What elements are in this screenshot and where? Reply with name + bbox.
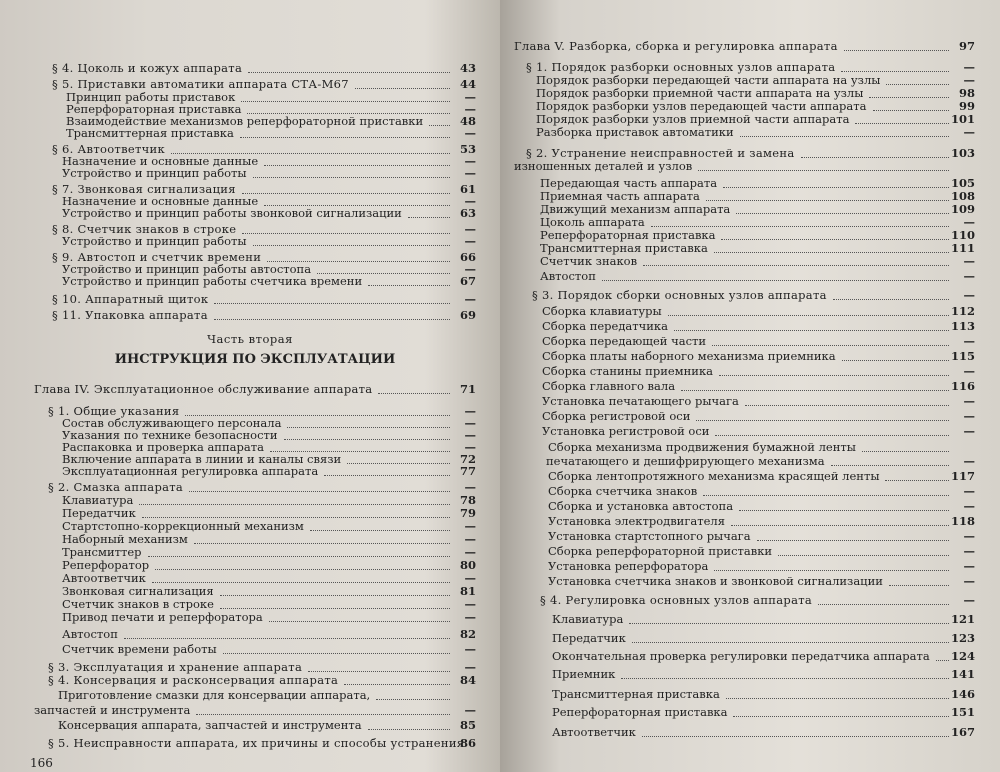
dot-leader — [731, 517, 949, 526]
toc-page-number: — — [963, 424, 975, 438]
toc-entry-text: Назначение и основные данные — [62, 194, 259, 208]
toc-entry-text: Автоответчик — [552, 725, 636, 739]
toc-page-number: 111 — [950, 241, 975, 255]
dot-leader — [253, 169, 450, 178]
toc-page-number: — — [963, 499, 975, 513]
dot-leader — [270, 443, 450, 452]
toc-entry-text: Сборка станины приемника — [542, 364, 713, 378]
toc-page-number: — — [963, 364, 975, 378]
toc-entry-text: изношенных деталей и узлов — [514, 159, 693, 173]
toc-entry-text: Сборка механизма продвижения бумажной ленты — [548, 440, 856, 454]
toc-entry-text: печатающего и дешифрирующего механизма — [546, 454, 825, 468]
toc-entry-text: § 4. Цоколь и кожух аппарата — [52, 61, 243, 75]
toc-page-number: — — [464, 597, 476, 611]
dot-leader — [124, 630, 450, 639]
toc-page-number: 146 — [950, 687, 975, 701]
toc-page-number: 80 — [459, 558, 476, 572]
toc-entry-text: § 2. Смазка аппарата — [48, 480, 184, 494]
toc-entry-text: § 7. Звонковая сигнализация — [52, 182, 236, 196]
dot-leader — [284, 431, 450, 440]
toc-page-number: 63 — [459, 206, 476, 220]
toc-entry-text: Клавиатура — [552, 612, 624, 626]
dot-leader — [240, 129, 450, 138]
dot-leader — [696, 412, 949, 421]
toc-page-number: 121 — [950, 612, 975, 626]
dot-leader — [242, 185, 450, 194]
dot-leader — [801, 149, 950, 158]
toc-entry-text: § 8. Счетчик знаков в строке — [52, 222, 237, 236]
toc-page-number: — — [464, 545, 476, 559]
dot-leader — [264, 157, 450, 166]
toc-entry-text: Сборка реперфораторной приставки — [548, 544, 773, 558]
toc-page-number: 79 — [459, 506, 476, 520]
dot-leader — [668, 307, 949, 316]
dot-leader — [247, 105, 450, 114]
toc-entry-text: Эксплуатационная регулировка аппарата — [62, 464, 319, 478]
dot-leader — [706, 192, 949, 201]
part-title: Часть вторая — [207, 332, 293, 346]
toc-entry-text: Цоколь аппарата — [540, 215, 645, 229]
toc-page-number: — — [464, 642, 476, 656]
dot-leader — [733, 708, 949, 717]
toc-entry-text: Консервация аппарата, запчастей и инструмента — [58, 718, 362, 732]
toc-page-number: 86 — [459, 736, 476, 750]
toc-page-number: — — [963, 254, 975, 268]
toc-page-number: — — [464, 660, 476, 674]
dot-leader — [223, 645, 450, 654]
toc-entry-text: Реперфоратор — [62, 558, 150, 572]
toc-page-number: — — [464, 428, 476, 442]
toc-page-number: 72 — [459, 452, 476, 466]
toc-page-number: — — [464, 194, 476, 208]
toc-entry-text: Счетчик знаков в строке — [62, 597, 214, 611]
dot-leader — [152, 574, 450, 583]
toc-page-number: 67 — [459, 274, 476, 288]
toc-page-number: — — [963, 409, 975, 423]
dot-leader — [324, 467, 450, 476]
toc-page-number: 78 — [459, 493, 476, 507]
toc-entry-text: Звонковая сигнализация — [62, 584, 214, 598]
toc-entry-text: Устройство и принцип работы счетчика времени — [62, 274, 363, 288]
toc-entry-text: Сборка и установка автостопа — [548, 499, 734, 513]
dot-leader — [264, 197, 450, 206]
toc-entry-text: Состав обслуживающего персонала — [62, 416, 282, 430]
toc-entry-text: § 1. Порядок разборки основных узлов аппарата — [526, 60, 836, 74]
toc-entry-text: Указания по технике безопасности — [62, 428, 278, 442]
dot-leader — [719, 367, 949, 376]
dot-leader — [721, 231, 949, 240]
toc-page-number: 151 — [950, 705, 975, 719]
dot-leader — [347, 455, 450, 464]
toc-entry-text: § 6. Автоответчик — [52, 142, 165, 156]
dot-leader — [844, 42, 949, 51]
toc-entry-text: Принцип работы приставок — [66, 90, 236, 104]
toc-page-number: 66 — [459, 250, 476, 264]
toc-page-number: — — [464, 90, 476, 104]
toc-entry-text: Установка печатающего рычага — [542, 394, 739, 408]
toc-page-number: 61 — [459, 182, 476, 196]
dot-leader — [862, 443, 949, 452]
dot-leader — [632, 634, 949, 643]
dot-leader — [317, 265, 450, 274]
toc-page-number: 110 — [950, 228, 975, 242]
dot-leader — [833, 291, 949, 300]
toc-page-number: — — [464, 416, 476, 430]
dot-leader — [757, 532, 949, 541]
dot-leader — [189, 483, 450, 492]
toc-entry-text: Сборка передатчика — [542, 319, 668, 333]
toc-page-number: 97 — [958, 39, 975, 53]
dot-leader — [308, 663, 450, 672]
toc-entry-text: Трансмиттерная приставка — [552, 687, 720, 701]
toc-page-number: — — [963, 529, 975, 543]
toc-entry-text: Распаковка и проверка аппарата — [62, 440, 264, 454]
dot-leader — [842, 352, 949, 361]
dot-leader — [602, 272, 949, 281]
dot-leader — [241, 93, 450, 102]
dot-leader — [698, 162, 949, 171]
toc-page-number: 43 — [459, 61, 476, 75]
toc-entry-text: запчастей и инструмента — [34, 703, 191, 717]
toc-entry-text: Устройство и принцип работы звонковой сигнализации — [62, 206, 402, 220]
dot-leader — [714, 562, 949, 571]
dot-leader — [148, 548, 451, 557]
toc-entry-text: Установка реперфоратора — [548, 559, 709, 573]
toc-entry-text: Устройство и принцип работы — [62, 166, 247, 180]
toc-entry-text: Сборка лентопротяжного механизма красящей ленты — [548, 469, 880, 483]
toc-page-number: — — [464, 404, 476, 418]
toc-page-number: 113 — [950, 319, 975, 333]
toc-entry-text: Реперфораторная приставка — [66, 102, 242, 116]
toc-entry-text: Назначение и основные данные — [62, 154, 259, 168]
toc-page-number: — — [464, 519, 476, 533]
toc-entry-text: Окончательная проверка регулировки передатчика аппарата — [552, 649, 930, 663]
toc-page-number: 123 — [950, 631, 975, 645]
dot-leader — [674, 322, 949, 331]
toc-entry-text: Разборка приставок автоматики — [536, 125, 734, 139]
toc-page-number: 98 — [958, 86, 975, 100]
dot-leader — [778, 547, 949, 556]
dot-leader — [214, 295, 450, 304]
dot-leader — [712, 337, 949, 346]
toc-entry-text: § 10. Аппаратный щиток — [52, 292, 209, 306]
toc-page-number: — — [464, 102, 476, 116]
dot-leader — [739, 502, 949, 511]
dot-leader — [745, 397, 949, 406]
toc-page-number: 99 — [958, 99, 975, 113]
dot-leader — [139, 496, 450, 505]
toc-entry-text: Приемная часть аппарата — [540, 189, 700, 203]
dot-leader — [185, 407, 450, 416]
toc-page-number: — — [963, 394, 975, 408]
toc-entry-text: Счетчик знаков — [540, 254, 638, 268]
toc-entry-text: Наборный механизм — [62, 532, 188, 546]
toc-page-number: 116 — [950, 379, 975, 393]
toc-page-number: — — [963, 73, 975, 87]
toc-page-number: — — [464, 166, 476, 180]
dot-leader — [220, 587, 450, 596]
toc-page-number: 85 — [459, 718, 476, 732]
toc-page-number: — — [464, 154, 476, 168]
toc-page-number: 108 — [950, 189, 975, 203]
dot-leader — [376, 691, 450, 700]
toc-page-number: — — [963, 215, 975, 229]
toc-entry-text: § 2. Устранение неисправностей и замена — [526, 146, 795, 160]
dot-leader — [703, 487, 949, 496]
dot-leader — [142, 509, 450, 518]
toc-entry-text: Реперфораторная приставка — [540, 228, 716, 242]
toc-entry-text: Сборка счетчика знаков — [548, 484, 698, 498]
toc-entry-text: § 5. Приставки автоматики аппарата СТА-М67 — [52, 77, 349, 91]
toc-page-number: 105 — [950, 176, 975, 190]
dot-leader — [269, 613, 450, 622]
toc-entry-text: Включение аппарата в линии и каналы связи — [62, 452, 342, 466]
toc-entry-text: Автостоп — [62, 627, 118, 641]
toc-entry-text: Привод печати и реперфоратора — [62, 610, 263, 624]
toc-entry-text: Сборка регистровой оси — [542, 409, 691, 423]
toc-entry-text: Сборка платы наборного механизма приемника — [542, 349, 836, 363]
toc-entry-text: Счетчик времени работы — [62, 642, 217, 656]
section-title: ИНСТРУКЦИЯ ПО ЭКСПЛУАТАЦИИ — [114, 352, 396, 367]
toc-page-number: — — [464, 480, 476, 494]
toc-entry-text: Стартстопно-коррекционный механизм — [62, 519, 304, 533]
toc-entry-text: Реперфораторная приставка — [552, 705, 728, 719]
right-page — [500, 0, 1000, 772]
toc-entry-text: § 11. Упаковка аппарата — [52, 308, 208, 322]
dot-leader — [621, 670, 949, 679]
dot-leader — [171, 145, 450, 154]
toc-entry-text: Порядок разборки узлов приемной части аппарата — [536, 112, 850, 126]
toc-page-number: — — [464, 440, 476, 454]
dot-leader — [651, 218, 949, 227]
toc-entry-text: Сборка главного вала — [542, 379, 676, 393]
toc-page-number: — — [963, 60, 975, 74]
toc-page-number: 167 — [950, 725, 975, 739]
toc-entry-text: Сборка клавиатуры — [542, 304, 662, 318]
dot-leader — [643, 257, 949, 266]
toc-entry-text: § 5. Неисправности аппарата, их причины и способы устранения — [48, 736, 465, 750]
toc-entry-text: Устройство и принцип работы автостопа — [62, 262, 312, 276]
dot-leader — [344, 676, 450, 685]
toc-page-number: 82 — [459, 627, 476, 641]
toc-entry-text: Установка стартстопного рычага — [548, 529, 751, 543]
toc-page-number: 117 — [950, 469, 975, 483]
toc-page-number: 109 — [950, 202, 975, 216]
toc-entry-text: Трансмиттерная приставка — [540, 241, 708, 255]
toc-entry-text: Передатчик — [552, 631, 626, 645]
toc-entry-text: § 4. Регулировка основных узлов аппарата — [540, 593, 813, 607]
dot-leader — [155, 561, 450, 570]
toc-page-number: — — [464, 571, 476, 585]
dot-leader — [253, 237, 450, 246]
dot-leader — [287, 419, 450, 428]
dot-leader — [681, 382, 949, 391]
toc-page-number: 101 — [950, 112, 975, 126]
toc-entry-text: Передатчик — [62, 506, 136, 520]
dot-leader — [242, 225, 450, 234]
dot-leader — [642, 728, 949, 737]
toc-entry-text: § 1. Общие указания — [48, 404, 180, 418]
toc-entry-text: § 3. Порядок сборки основных узлов аппарата — [532, 288, 827, 302]
toc-page-number: — — [464, 262, 476, 276]
toc-page-number: 118 — [950, 514, 975, 528]
toc-page-number: 141 — [950, 667, 975, 681]
dot-leader — [740, 128, 949, 137]
toc-entry-text: Трансмиттер — [62, 545, 142, 559]
toc-entry-text: Клавиатура — [62, 493, 134, 507]
toc-page-number: — — [963, 593, 975, 607]
dot-leader — [267, 253, 450, 262]
dot-leader — [194, 535, 450, 544]
toc-page-number: — — [963, 574, 975, 588]
toc-page-number: — — [963, 559, 975, 573]
toc-page-number: 53 — [459, 142, 476, 156]
dot-leader — [714, 244, 949, 253]
dot-leader — [715, 427, 949, 436]
toc-page-number: 124 — [950, 649, 975, 663]
toc-page-number: — — [464, 126, 476, 140]
toc-page-number: 115 — [950, 349, 975, 363]
toc-entry-text: Порядок разборки передающей части аппарата на узлы — [536, 73, 881, 87]
page-folio: 166 — [30, 756, 53, 770]
dot-leader — [723, 179, 949, 188]
dot-leader — [831, 457, 949, 466]
dot-leader — [818, 596, 949, 605]
toc-entry-text: Приготовление смазки для консервации аппарата, — [58, 688, 371, 702]
toc-page-number: — — [963, 125, 975, 139]
toc-page-number: — — [464, 292, 476, 306]
toc-entry-text: Сборка передающей части — [542, 334, 707, 348]
toc-page-number: — — [963, 484, 975, 498]
toc-page-number: 48 — [459, 114, 476, 128]
toc-entry-text: Передающая часть аппарата — [540, 176, 718, 190]
toc-entry-text: Порядок разборки приемной части аппарата на узлы — [536, 86, 864, 100]
dot-leader — [841, 63, 949, 72]
toc-entry-text: Глава V. Разборка, сборка и регулировка аппарата — [514, 39, 838, 53]
dot-leader — [726, 690, 949, 699]
toc-page-number: 69 — [459, 308, 476, 322]
toc-page-number: — — [963, 269, 975, 283]
toc-entry-text: Устройство и принцип работы — [62, 234, 247, 248]
toc-entry-text: Взаимодействие механизмов реперфораторной приставки — [66, 114, 424, 128]
toc-page-number: — — [963, 544, 975, 558]
dot-leader — [214, 311, 450, 320]
toc-entry-text: Порядок разборки узлов передающей части аппарата — [536, 99, 867, 113]
toc-entry-text: § 9. Автостоп и счетчик времени — [52, 250, 262, 264]
toc-page-number: — — [464, 222, 476, 236]
dot-leader — [310, 522, 450, 531]
dot-leader — [629, 615, 949, 624]
toc-page-number: 44 — [459, 77, 476, 91]
toc-entry-text: § 3. Эксплуатация и хранение аппарата — [48, 660, 303, 674]
dot-leader — [196, 706, 450, 715]
toc-entry-text: Трансмиттерная приставка — [66, 126, 234, 140]
toc-page-number: — — [963, 288, 975, 302]
toc-page-number: 84 — [459, 673, 476, 687]
toc-entry-text: Установка регистровой оси — [542, 424, 710, 438]
toc-page-number: 112 — [950, 304, 975, 318]
toc-entry-text: Автостоп — [540, 269, 596, 283]
toc-page-number: — — [464, 234, 476, 248]
toc-page-number: 77 — [459, 464, 476, 478]
toc-page-number: — — [464, 610, 476, 624]
toc-entry-text: Движущий механизм аппарата — [540, 202, 731, 216]
toc-page-number: 81 — [459, 584, 476, 598]
toc-entry-text: Установка электродвигателя — [548, 514, 725, 528]
toc-page-number: — — [963, 334, 975, 348]
toc-page-number: — — [963, 454, 975, 468]
dot-leader — [220, 600, 450, 609]
toc-entry-text: Глава IV. Эксплуатационное обслуживание аппарата — [34, 382, 373, 396]
toc-page-number: — — [464, 703, 476, 717]
toc-entry-text: Автоответчик — [62, 571, 146, 585]
toc-page-number: — — [464, 532, 476, 546]
toc-page-number: 71 — [459, 382, 476, 396]
toc-entry-text: § 4. Консервация и расконсервация аппарата — [48, 673, 339, 687]
toc-entry-text: Приемник — [552, 667, 616, 681]
dot-leader — [736, 205, 949, 214]
dot-leader — [248, 64, 450, 73]
toc-page-number: 103 — [950, 146, 975, 160]
toc-entry-text: Установка счетчика знаков и звонковой сигнализации — [548, 574, 883, 588]
